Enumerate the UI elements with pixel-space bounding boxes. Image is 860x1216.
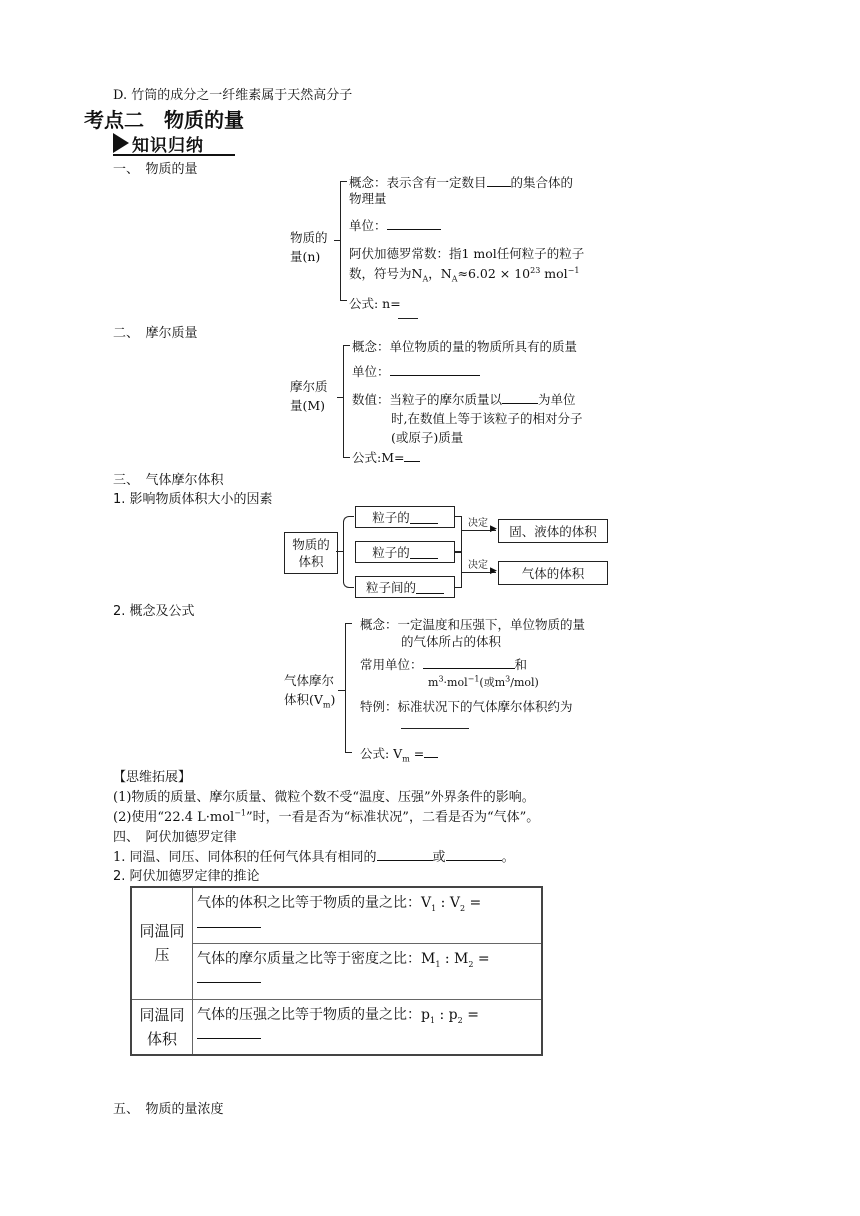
t: 1. 同温、同压、同体积的任何气体具有相同的 bbox=[113, 850, 377, 865]
factor-box-3 bbox=[355, 576, 455, 598]
blank bbox=[423, 656, 515, 669]
t: : V bbox=[436, 895, 460, 911]
vm-unit-2 bbox=[428, 674, 539, 690]
t: 粒子间的 bbox=[365, 580, 416, 595]
brace-vm bbox=[345, 623, 352, 753]
t: = bbox=[473, 950, 490, 967]
t: −1 bbox=[234, 808, 247, 818]
vm-concept-1: 概念：一定温度和压强下，单位物质的量 bbox=[360, 617, 586, 632]
t: A bbox=[451, 274, 458, 284]
t: m bbox=[402, 754, 410, 764]
option-d: D. 竹筒的成分之一纤维素属于天然高分子 bbox=[113, 88, 353, 103]
concept-text-2: 的集合体的 bbox=[510, 175, 574, 190]
blank bbox=[410, 511, 438, 524]
blank bbox=[424, 745, 438, 758]
unit-mass bbox=[352, 362, 480, 380]
t: 1 bbox=[431, 903, 437, 913]
think-line-1: (1)物质的质量、摩尔质量、微粒个数不受“温度、压强”外界条件的影响。 bbox=[113, 790, 535, 805]
t: /mol) bbox=[510, 676, 539, 689]
heading-concentration: 五、 物质的量浓度 bbox=[113, 1102, 224, 1117]
vm-root-2 bbox=[284, 690, 335, 710]
formula-mass bbox=[352, 448, 420, 466]
diagram-root-amount-2 bbox=[290, 247, 320, 265]
heading-molar-volume: 三、 气体摩尔体积 bbox=[113, 473, 224, 488]
t: ·mol bbox=[443, 676, 468, 689]
brace-tick bbox=[336, 551, 343, 552]
t: = bbox=[462, 1006, 479, 1023]
result-box-2: 气体的体积 bbox=[498, 561, 608, 585]
t: 和 bbox=[514, 657, 528, 672]
formula-blank bbox=[398, 318, 418, 319]
banner-text: 知识归纳 bbox=[132, 135, 204, 156]
t: A bbox=[422, 274, 429, 284]
t: 3 bbox=[438, 674, 444, 684]
arrow-head-icon: ▶ bbox=[490, 566, 497, 576]
unit-label: 单位： bbox=[349, 218, 387, 233]
value-mass-3: (或原子)质量 bbox=[391, 430, 464, 445]
unit-amount bbox=[349, 216, 441, 234]
blank bbox=[377, 848, 433, 861]
brace-tick bbox=[337, 397, 343, 398]
t: 2 bbox=[457, 1015, 463, 1025]
t: 23 bbox=[530, 265, 541, 275]
decide-label-2: 决定 bbox=[468, 560, 488, 571]
t: 2 bbox=[459, 903, 466, 913]
table-cell bbox=[193, 943, 543, 999]
table-row bbox=[131, 999, 542, 1055]
blank bbox=[197, 1024, 261, 1039]
root-text: 量(n) bbox=[290, 249, 321, 264]
section-title: 考点二 物质的量 bbox=[84, 108, 244, 132]
t: 体积 bbox=[298, 554, 324, 569]
vm-special-blank bbox=[401, 728, 469, 729]
table-row bbox=[131, 887, 542, 943]
arrow-icon bbox=[113, 133, 129, 153]
table-row bbox=[131, 943, 542, 999]
t: 或 bbox=[432, 850, 446, 865]
table-cell bbox=[193, 887, 543, 943]
avogadro-line-1: 阿伏加德罗常数：指1 mol任何粒子的粒子 bbox=[349, 246, 585, 261]
t: ≈6.02 × 10 bbox=[457, 266, 531, 281]
t: 物质的 bbox=[292, 537, 330, 552]
knowledge-banner bbox=[113, 132, 204, 154]
factors-title: 1. 影响物质体积大小的因素 bbox=[113, 492, 273, 507]
brace-mass bbox=[343, 345, 350, 458]
factor-box-1 bbox=[355, 506, 455, 528]
arrow-head-icon: ▶ bbox=[490, 524, 497, 534]
t: m bbox=[322, 700, 331, 710]
volume-root-box bbox=[284, 532, 338, 574]
t: mol bbox=[540, 266, 568, 281]
value-mass-1 bbox=[352, 390, 576, 408]
vm-formula bbox=[360, 744, 438, 764]
t: 数，符号为N bbox=[349, 266, 423, 281]
t: 1 bbox=[435, 959, 441, 969]
blank bbox=[197, 968, 261, 983]
concept-text-1: 概念：表示含有一定数目 bbox=[349, 175, 487, 190]
unit-label: 单位： bbox=[352, 364, 390, 379]
result-box-1: 固、液体的体积 bbox=[498, 519, 608, 543]
row-head-same-tv: 同温同体积 bbox=[131, 999, 193, 1055]
decide-label-1: 决定 bbox=[468, 518, 488, 529]
t: m bbox=[428, 676, 439, 689]
heading-molar-mass: 二、 摩尔质量 bbox=[113, 326, 198, 341]
concept-formula-title: 2. 概念及公式 bbox=[113, 604, 195, 619]
diagram-root-mass-2: 量(M) bbox=[290, 398, 326, 413]
vm-special: 特例：标准状况下的气体摩尔体积约为 bbox=[360, 699, 573, 714]
brace-amount bbox=[340, 181, 347, 301]
blank bbox=[446, 848, 502, 861]
heading-avogadro-law: 四、 阿伏加德罗定律 bbox=[113, 830, 237, 845]
corollary-title: 2. 阿伏加德罗定律的推论 bbox=[113, 869, 260, 884]
blank bbox=[487, 174, 511, 187]
t: 。 bbox=[501, 850, 515, 865]
t: 1 bbox=[429, 1015, 436, 1025]
vm-unit-1 bbox=[360, 655, 527, 673]
t: 为单位 bbox=[538, 392, 576, 407]
t: 粒子的 bbox=[372, 545, 410, 560]
t: 常用单位： bbox=[360, 657, 423, 672]
t: 数值：当粒子的摩尔质量以 bbox=[352, 392, 503, 407]
corollary-table bbox=[130, 886, 543, 1056]
think-line-2 bbox=[113, 806, 539, 825]
t: (或m bbox=[479, 676, 506, 689]
t: ) bbox=[330, 692, 336, 707]
blank bbox=[390, 363, 480, 376]
vm-concept-2: 的气体所占的体积 bbox=[401, 634, 502, 649]
blank bbox=[404, 449, 420, 462]
row-head-same-tp: 同温同压 bbox=[131, 887, 193, 999]
diagram-root-mass-1: 摩尔质 bbox=[290, 379, 328, 394]
t: 体积(V bbox=[284, 692, 323, 707]
t: −1 bbox=[467, 674, 480, 684]
value-mass-2: 时,在数值上等于该粒子的相对分子 bbox=[391, 411, 583, 426]
join-1 bbox=[455, 516, 462, 553]
banner-underline bbox=[113, 154, 235, 156]
blank bbox=[197, 913, 261, 928]
think-title: 【思维拓展】 bbox=[113, 770, 192, 785]
t: 3 bbox=[505, 674, 511, 684]
t: = bbox=[409, 746, 425, 761]
blank bbox=[502, 391, 538, 404]
t: 公式:M= bbox=[352, 450, 405, 465]
brace-tick bbox=[334, 240, 340, 241]
formula-amount: 公式: n= bbox=[349, 296, 401, 311]
t: : p bbox=[435, 1006, 458, 1023]
t: = bbox=[465, 895, 482, 911]
t: 气体的体积之比等于物质的量之比：V bbox=[197, 895, 432, 911]
t: : M bbox=[440, 950, 469, 967]
t: ，N bbox=[428, 266, 452, 281]
t: 气体的摩尔质量之比等于密度之比：M bbox=[197, 950, 436, 967]
avogadro-line-2 bbox=[349, 264, 579, 284]
t: ”时，一看是否为“标准状况”，二看是否为“气体”。 bbox=[246, 810, 540, 825]
blank bbox=[416, 581, 444, 594]
brace-factors bbox=[343, 516, 354, 588]
blank bbox=[410, 546, 438, 559]
brace-tick bbox=[338, 690, 345, 691]
concept-amount-cont: 物理量 bbox=[349, 191, 387, 206]
blank bbox=[387, 217, 441, 230]
law-statement bbox=[113, 846, 515, 865]
t: (2)使用“22.4 L·mol bbox=[113, 810, 235, 825]
t: 粒子的 bbox=[372, 510, 410, 525]
table-cell bbox=[193, 999, 543, 1055]
t: 公式: V bbox=[360, 746, 403, 761]
concept-mass: 概念：单位物质的量的物质所具有的质量 bbox=[352, 339, 578, 354]
vm-root-1: 气体摩尔 bbox=[284, 673, 335, 688]
t: 气体的压强之比等于物质的量之比：p bbox=[197, 1006, 430, 1023]
t: −1 bbox=[567, 265, 580, 275]
diagram-root-amount-1: 物质的 bbox=[290, 230, 328, 245]
t: 2 bbox=[468, 959, 474, 969]
factor-box-2 bbox=[355, 541, 455, 563]
heading-amount: 一、 物质的量 bbox=[113, 162, 198, 177]
join-2 bbox=[455, 551, 462, 588]
